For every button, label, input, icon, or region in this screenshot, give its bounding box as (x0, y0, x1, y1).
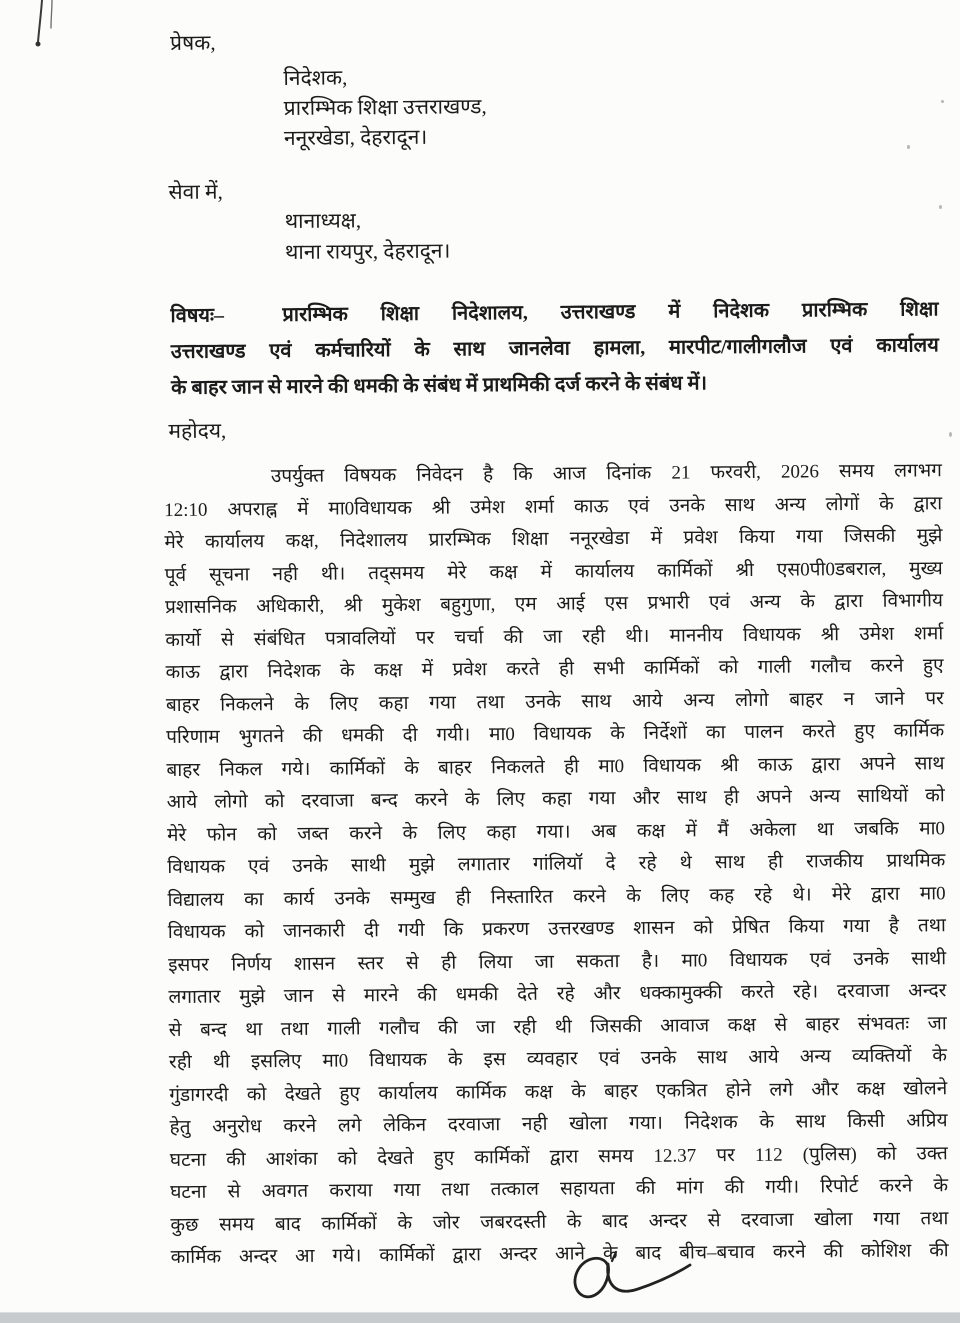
salutation: महोदय, (168, 418, 227, 444)
body-line: उपर्युक्त विषयक निवेदन है कि आज दिनांक 21 फरवरी, 2026 समय लगभग (270, 460, 942, 488)
subject-block (170, 291, 939, 406)
body-line: हेतु अनुरोध करने लगे लेकिन दरवाजा नही खोला गया। निदेशक के साथ किसी अप्रिय (169, 1110, 948, 1139)
sender-address-block (283, 57, 960, 153)
body-line: 12:10 अपराह्न में मा0विधायक श्री उमेश शर्मा काऊ एवं उनके साथ अन्य लोगों के द्वारा (164, 492, 943, 521)
recipient-label: सेवा में, (168, 179, 223, 205)
body-line: विधायक को जानकारी दी गयी कि प्रकरण उत्तरखण्ड शासन को प्रेषित किया गया है तथा (167, 915, 946, 944)
body-line: प्रशासनिक अधिकारी, श्री मुकेश बहुगुणा, एम आई एस प्रभारी एवं अन्य के द्वारा विभागीय (164, 590, 944, 619)
body-line: इसपर निर्णय शासन स्तर से ही लिया जा सकता है। मा0 विधायक एवं उनके साथी (168, 947, 947, 976)
body-line: आये लोगो को दरवाजा बन्द करने के लिए कहा गया और साथ ही अपने अन्य साथियों को (166, 785, 945, 814)
body-line: मेरे फोन को जब्त करने के लिए कहा गया। अब कक्ष में मैं अकेला था जबकि मा0 (166, 817, 946, 846)
scan-speck (941, 100, 944, 103)
body-line: बाहर निकलने के लिए कहा गया तथा उनके साथ आये अन्य लोगो बाहर न जाने पर (165, 687, 944, 716)
subject-text: प्रारम्भिक शिक्षा निदेशालय, उत्तराखण्ड में निदेशक प्रारम्भिक शिक्षा (282, 298, 939, 327)
recipient-line: थाना रायपुर, देहरादून। (284, 238, 451, 265)
body-line: काऊ द्वारा निदेशक के कक्ष में प्रवेश करते ही सभी कार्मिकों को गाली गलौच करने हुए (165, 655, 944, 684)
letter-body (164, 455, 949, 1274)
scan-speck (949, 432, 952, 437)
sender-line: निदेशक, (283, 65, 348, 91)
signature-initial (562, 1250, 712, 1312)
sender-line: प्रारम्भिक शिक्षा उत्तराखण्ड, (283, 94, 487, 121)
body-line: घटना से अवगत कराया गया तथा तत्काल सहायता की मांग की गयी। रिपोर्ट करने के (170, 1175, 949, 1204)
body-line: गुंडागरदी को देखते हुए कार्यालय कार्मिक कक्ष के बाहर एकत्रित होने लगे और कक्ष खोलने (169, 1077, 948, 1106)
body-line: से बन्द था तथा गाली गलौच की जा रही थी जिसकी आवाज कक्ष से बाहर संभवतः जा (168, 1012, 947, 1041)
body-line: रही थी इसलिए मा0 विधायक के इस व्यवहार एवं उनके साथ आये अन्य व्यक्तियों के (168, 1045, 948, 1074)
recipient-line: थानाध्यक्ष, (284, 208, 362, 234)
subject-line: उत्तराखण्ड एवं कर्मचारियों के साथ जानलेवा हामला, मारपीट/गालीगलौज एवं कार्यालय (170, 334, 939, 364)
body-line: कुछ समय बाद कार्मिकों के जोर जबरदस्ती के बाद अन्दर से दरवाजा खोला गया तथा (170, 1207, 949, 1236)
body-line: परिणाम भुगतने की धमकी दी गयी। मा0 विधायक के निर्देशों का पालन करते हुए कार्मिक (166, 720, 945, 749)
body-line: विद्यालय का कार्य उनके सम्मुख ही निस्तारित करने के लिए कह रहे थे। मेरे द्वारा मा0 (167, 882, 946, 911)
body-line: पूर्व सूचना नही थी। तद्समय मेरे कक्ष में कार्यालय कार्मिकों श्री एस0पी0डबराल, मुख्य (164, 557, 943, 586)
sender-label: प्रेषक, (170, 30, 216, 55)
body-line: मेरे कार्यालय कक्ष, निदेशालय प्रारम्भिक शिक्षा ननूरखेडा में प्रवेश किया गया जिसकी मुझे (164, 525, 943, 554)
recipient-address-block (285, 200, 960, 268)
scan-edge-strip (0, 1312, 960, 1323)
body-line: कार्यो से संबंधित पत्रावलियों पर चर्चा की जा रही थी। माननीय विधायक श्री उमेश शर्मा (165, 622, 944, 651)
subject-line: के बाहर जान से मारने की धमकी के संबंध में प्राथमिकी दर्ज करने के संबंध में। (171, 372, 708, 400)
body-line: कार्मिक अन्दर आ गये। कार्मिकों द्वारा अन्दर आने के बाद बीच–बचाव करने की कोशिश की (170, 1240, 949, 1269)
subject-label: विषयः– (170, 304, 225, 328)
scan-speck (939, 205, 942, 209)
body-line: बाहर निकल गये। कार्मिकों के बाहर निकलते ही मा0 विधायक श्री काऊ द्वारा अपने साथ (166, 752, 945, 781)
body-line: घटना की आशंका को देखते हुए कार्मिकों द्वारा समय 12.37 पर 112 (पुलिस) को उक्त (169, 1142, 948, 1171)
sender-line: ननूरखेडा, देहरादून। (283, 124, 428, 151)
body-line: विधायक एवं उनके साथी मुझे लगातार गांलियॉ दे रहे थे साथ ही राजकीय प्राथमिक (167, 850, 946, 879)
body-line: लगातार मुझे जान से मारने की धमकी देते रहे और धक्कामुक्की करते रहे। दरवाजा अन्दर (168, 980, 947, 1009)
scan-speck (907, 145, 910, 149)
